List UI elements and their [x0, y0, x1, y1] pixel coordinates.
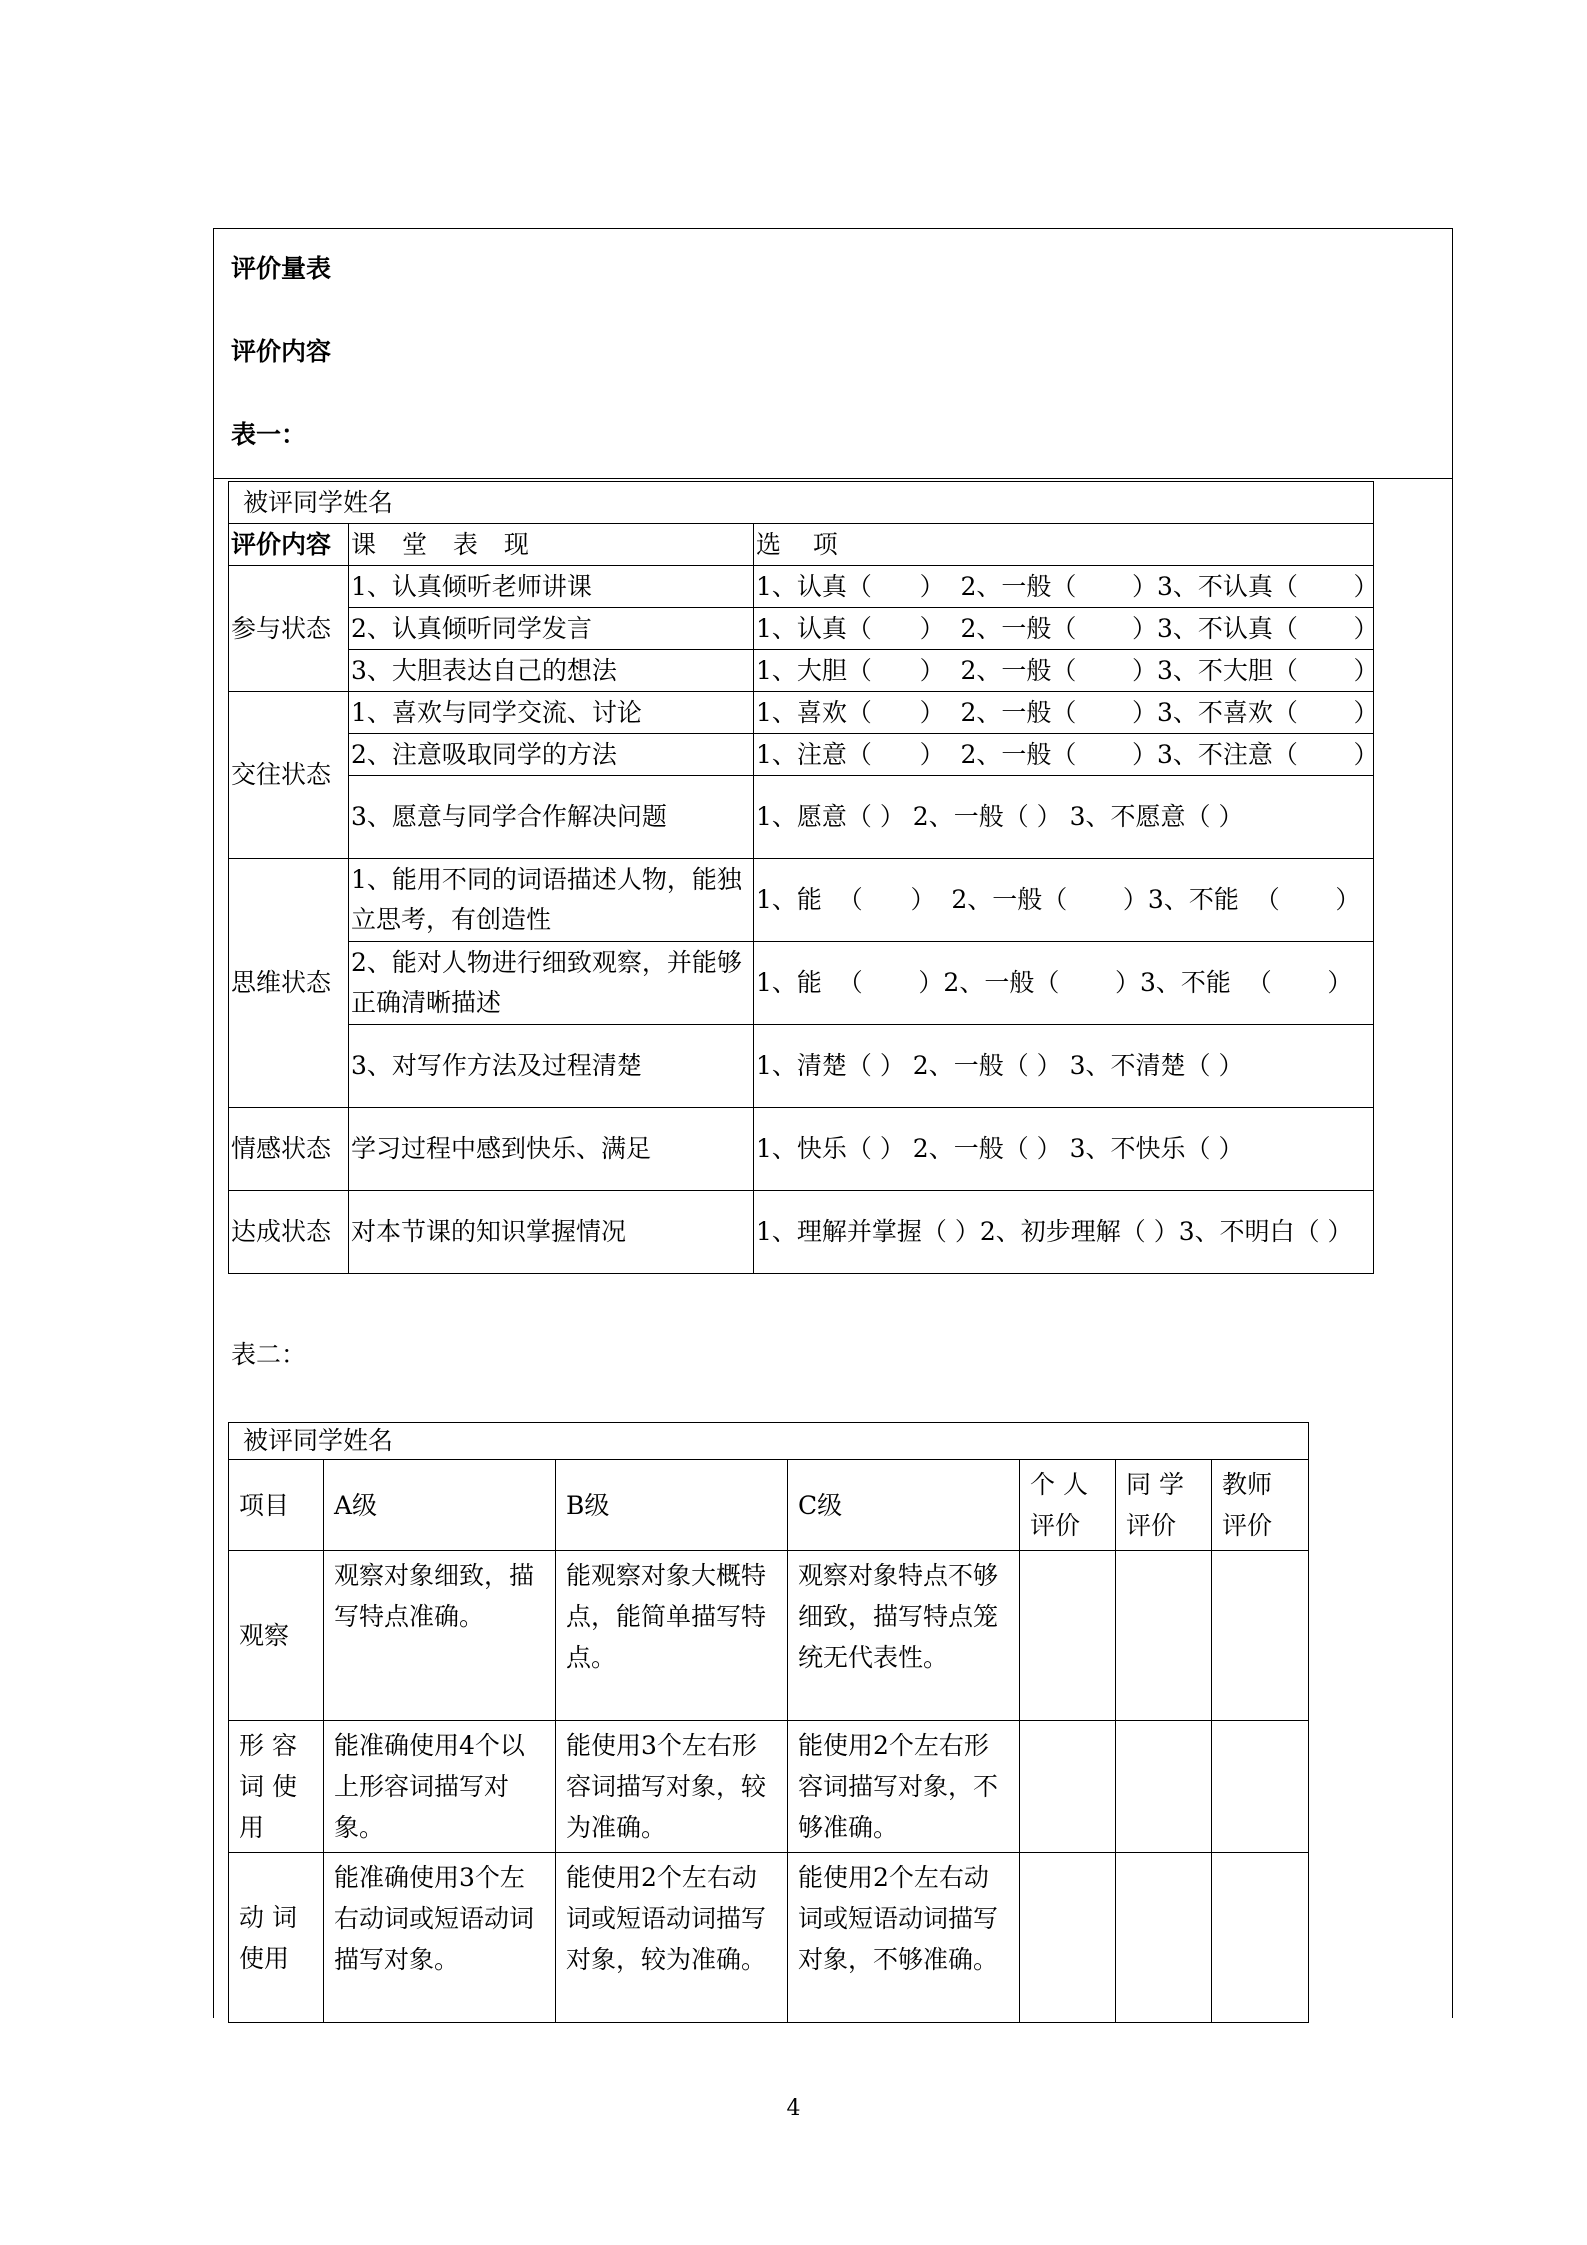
- t1-col-performance: 课 堂 表 现: [349, 524, 754, 566]
- t1-options: 1、认真（ ） 2、一般（ ）3、不认真（ ）: [754, 566, 1374, 608]
- t2-item: 观察: [229, 1551, 324, 1721]
- t1-col-category: 评价内容: [229, 524, 349, 566]
- t1-name-label: 被评同学姓名: [229, 482, 1374, 524]
- t1-item: 3、大胆表达自己的想法: [349, 650, 754, 692]
- t2-col-peer: 同 学 评价: [1116, 1460, 1212, 1551]
- t2-a: 观察对象细致，描写特点准确。: [324, 1551, 556, 1721]
- content-title: 评价内容: [231, 337, 332, 366]
- t1-options: 1、注意（ ） 2、一般（ ）3、不注意（ ）: [754, 734, 1374, 776]
- t2-c: 观察对象特点不够细致，描写特点笼统无代表性。: [788, 1551, 1020, 1721]
- t1-item: 1、能用不同的词语描述人物，能独立思考，有创造性: [349, 859, 754, 942]
- t2-c: 能使用2个左右形容词描写对象，不够准确。: [788, 1721, 1020, 1853]
- t2-b: 能使用2个左右动词或短语动词描写对象，较为准确。: [556, 1853, 788, 2023]
- t2-teacher-cell[interactable]: [1212, 1853, 1309, 2023]
- t2-c: 能使用2个左右动词或短语动词描写对象，不够准确。: [788, 1853, 1020, 2023]
- t2-col-teacher: 教师 评价: [1212, 1460, 1309, 1551]
- t2-col-item: 项目: [229, 1460, 324, 1551]
- t1-options: 1、能 （ ） 2、一般（ ）3、不能 （ ）: [754, 859, 1374, 942]
- t2-b: 能观察对象大概特点，能简单描写特点。: [556, 1551, 788, 1721]
- t1-category: 参与状态: [229, 566, 349, 692]
- t2-item: 形 容 词 使 用: [229, 1721, 324, 1853]
- table1-label: 表一：: [231, 420, 307, 449]
- t1-category: 思维状态: [229, 859, 349, 1108]
- t2-item: 动 词 使用: [229, 1853, 324, 2023]
- t2-col-c: C级: [788, 1460, 1020, 1551]
- t2-self-cell[interactable]: [1020, 1853, 1116, 2023]
- t1-category: 交往状态: [229, 692, 349, 859]
- t1-options: 1、大胆（ ） 2、一般（ ）3、不大胆（ ）: [754, 650, 1374, 692]
- t1-item: 3、对写作方法及过程清楚: [349, 1025, 754, 1108]
- t2-peer-cell[interactable]: [1116, 1853, 1212, 2023]
- t1-options: 1、认真（ ） 2、一般（ ）3、不认真（ ）: [754, 608, 1374, 650]
- scale-title: 评价量表: [231, 254, 332, 283]
- t2-col-self: 个 人 评价: [1020, 1460, 1116, 1551]
- t2-peer-cell[interactable]: [1116, 1721, 1212, 1853]
- t2-teacher-cell[interactable]: [1212, 1551, 1309, 1721]
- evaluation-table-1: [228, 481, 1379, 1274]
- t2-a: 能准确使用3个左右动词或短语动词描写对象。: [324, 1853, 556, 2023]
- t2-name-label: 被评同学姓名: [229, 1423, 1309, 1460]
- t1-options: 1、快乐（ ） 2、一般（ ） 3、不快乐（ ）: [754, 1108, 1374, 1191]
- t2-self-cell[interactable]: [1020, 1721, 1116, 1853]
- t1-item: 2、认真倾听同学发言: [349, 608, 754, 650]
- t2-a: 能准确使用4个以上形容词描写对象。: [324, 1721, 556, 1853]
- t1-item: 3、愿意与同学合作解决问题: [349, 776, 754, 859]
- t1-item: 2、注意吸取同学的方法: [349, 734, 754, 776]
- t2-col-a: A级: [324, 1460, 556, 1551]
- t1-category: 达成状态: [229, 1191, 349, 1274]
- page-number: 4: [786, 2096, 801, 2121]
- t1-options: 1、理解并掌握（ ）2、初步理解（ ）3、不明白（ ）: [754, 1191, 1374, 1274]
- t1-options: 1、清楚（ ） 2、一般（ ） 3、不清楚（ ）: [754, 1025, 1374, 1108]
- t2-b: 能使用3个左右形容词描写对象，较为准确。: [556, 1721, 788, 1853]
- t1-item: 1、喜欢与同学交流、讨论: [349, 692, 754, 734]
- t2-self-cell[interactable]: [1020, 1551, 1116, 1721]
- t1-item: 学习过程中感到快乐、满足: [349, 1108, 754, 1191]
- t1-item: 1、认真倾听老师讲课: [349, 566, 754, 608]
- t1-item: 2、能对人物进行细致观察，并能够正确清晰描述: [349, 942, 754, 1025]
- table2-label: 表二：: [231, 1340, 307, 1369]
- t2-col-b: B级: [556, 1460, 788, 1551]
- t1-category: 情感状态: [229, 1108, 349, 1191]
- t1-col-options: 选 项: [754, 524, 1374, 566]
- t2-peer-cell[interactable]: [1116, 1551, 1212, 1721]
- evaluation-table-2: [228, 1422, 1309, 2023]
- t1-options: 1、能 （ ）2、一般（ ）3、不能 （ ）: [754, 942, 1374, 1025]
- t1-options: 1、喜欢（ ） 2、一般（ ）3、不喜欢（ ）: [754, 692, 1374, 734]
- t1-options: 1、愿意（ ） 2、一般（ ） 3、不愿意（ ）: [754, 776, 1374, 859]
- t2-teacher-cell[interactable]: [1212, 1721, 1309, 1853]
- t1-item: 对本节课的知识掌握情况: [349, 1191, 754, 1274]
- frame-divider: [213, 478, 1453, 479]
